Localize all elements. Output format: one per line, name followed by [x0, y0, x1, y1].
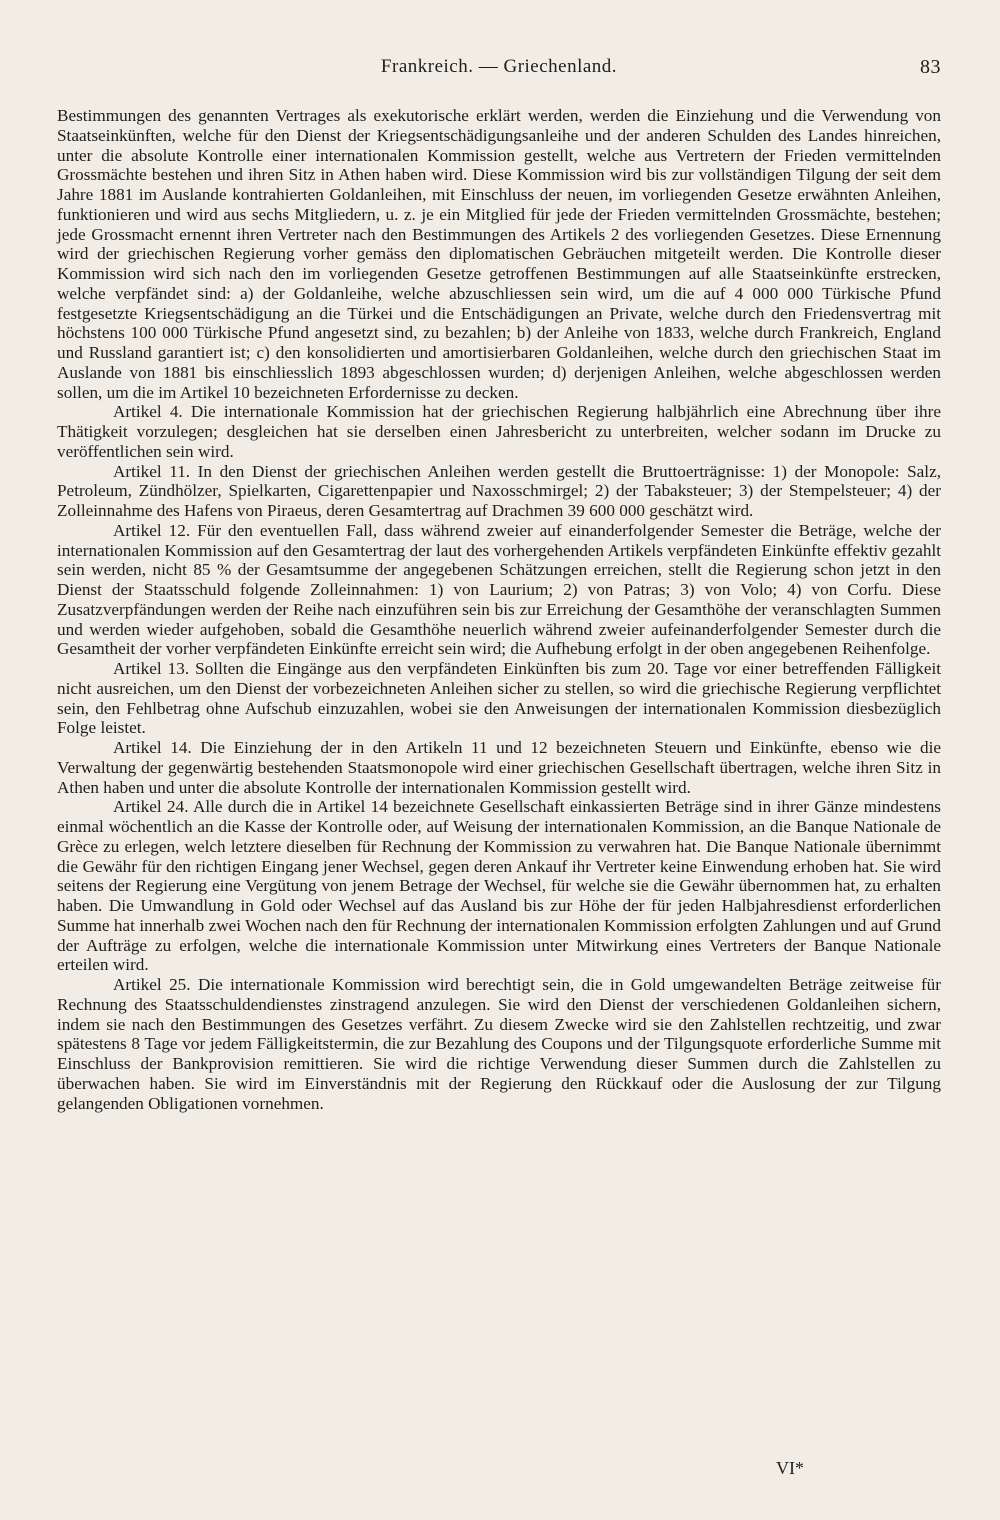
- signature-mark: VI*: [776, 1458, 804, 1478]
- paragraph-continued: Bestimmungen des genannten Vertrages als exekutorische erklärt werden, werden die Einziehung und die Verwendung von Staatseinkünften, welche für den Dienst der Kriegsentschädigungsanleihe und der anderen Schulden des Landes hinreichen, unter die absolute Kontrolle einer internationalen Kommission gestellt, welche aus Vertretern der Frieden vermittelnden Grossmächte bestehen und ihren Sitz in Athen haben wird. Diese Kommission wird bis zur vollständigen Tilgung der seit dem Jahre 1881 im Auslande kontrahierten Goldanleihen, mit Einschluss der neuen, im vorliegenden Gesetze erwähnten Anleihen, funktionieren und wird aus sechs Mitgliedern, u. z. je ein Mitglied für jede der Frieden vermittelnden Grossmächte, bestehen; jede Grossmacht ernennt ihren Vertreter nach den Bestimmungen des Artikels 2 des vorliegenden Gesetzes. Diese Ernennung wird der griechischen Regierung vorher gemäss den diplomatischen Gebräuchen mitgeteilt werden. Die Kontrolle dieser Kommission wird sich nach den im vorliegenden Gesetze getroffenen Bestimmungen auf alle Staatseinkünfte erstrecken, welche verpfändet sind: a) der Goldanleihe, welche abzuschliessen sein wird, um die auf 4 000 000 Türkische Pfund festgesetzte Kriegsentschädigung an die Türkei und die Entschädigungen an Private, welche durch den Friedensvertrag mit höchstens 100 000 Türkische Pfund angesetzt sind, zu bezahlen; b) der Anleihe von 1833, welche durch Frankreich, England und Russland garantiert ist; c) den konsolidierten und amortisierbaren Goldanleihen, welche durch den griechischen Staat im Auslande von 1881 bis einschliesslich 1893 abgeschlossen wurden; d) derjenigen Anleihen, welche abgeschlossen werden sollen, um die im Artikel 10 bezeichneten Erfordernisse zu decken.: [57, 106, 941, 402]
- paragraph-artikel-11: Artikel 11. In den Dienst der griechischen Anleihen werden gestellt die Bruttoerträgnisse: 1) der Monopole: Salz, Petroleum, Zündhölzer, Spielkarten, Cigarettenpapier und Naxosschmirgel; 2) der Tabaksteuer; 3) der Stempelsteuer; 4) der Zolleinnahme des Hafens von Piraeus, deren Gesamtertrag auf Drachmen 39 600 000 geschätzt wird.: [57, 461, 941, 520]
- paragraph-artikel-12: Artikel 12. Für den eventuellen Fall, dass während zweier auf einanderfolgender Semester die Beträge, welche der internationalen Kommission auf den Gesamtertrag der laut des vorhergehenden Artikels verpfändeten Einkünfte effektiv gezahlt sein werden, nicht 85 % der Gesamtsumme der angegebenen Schätzungen erreichen, stellt die Regierung schon jetzt in den Dienst der Staatsschuld folgende Zolleinnahmen: 1) von Laurium; 2) von Patras; 3) von Volo; 4) von Corfu. Diese Zusatzverpfändungen werden der Reihe nach einzuführen sein bis zur Erreichung der Gesamthöhe der veranschlagten Summen und werden wieder aufgehoben, sobald die Gesamthöhe neuerlich während zweier aufeinanderfolgender Semester durch die Gesamtheit der vorher verpfändeten Einkünfte erreicht sein wird; die Aufhebung erfolgt in der oben angegebenen Reihenfolge.: [57, 520, 941, 659]
- running-header: [57, 56, 941, 84]
- running-title: Frankreich. — Griechenland.: [380, 56, 618, 77]
- paragraph-artikel-13: Artikel 13. Sollten die Eingänge aus den verpfändeten Einkünften bis zum 20. Tage vor einer betreffenden Fälligkeit nicht ausreichen, um den Dienst der vorbezeichneten Anleihen sicher zu stellen, so wird die griechische Regierung verpflichtet sein, den Fehlbetrag ohne Aufschub einzuzahlen, wobei sie den Anweisungen der internationalen Kommission diesbezüglich Folge leistet.: [57, 659, 941, 738]
- document-page: [57, 56, 941, 1113]
- paragraph-artikel-25: Artikel 25. Die internationale Kommission wird berechtigt sein, die in Gold umgewandelten Beträge zeitweise für Rechnung des Staatsschuldendienstes zinstragend anzulegen. Sie wird den Dienst der verschiedenen Goldanleihen sichern, indem sie nach den Bestimmungen des Gesetzes verfährt. Zu diesem Zwecke wird sie den Zahlstellen rechtzeitig, und zwar spätestens 8 Tage vor jedem Fälligkeitstermin, die zur Bezahlung des Coupons und der Tilgungsquote erforderliche Summe mit Einschluss der Bankprovision remittieren. Sie wird die richtige Verwendung dieser Summen durch die Zahlstellen zu überwachen haben. Sie wird im Einverständnis mit der Regierung den Rückkauf oder die Auslosung der zur Tilgung gelangenden Obligationen vornehmen.: [57, 975, 941, 1113]
- paragraph-artikel-14: Artikel 14. Die Einziehung der in den Artikeln 11 und 12 bezeichneten Steuern und Einkünfte, ebenso wie die Verwaltung der gegenwärtig bestehenden Staatsmonopole wird einer griechischen Gesellschaft übertragen, welche ihren Sitz in Athen haben und unter die absolute Kontrolle der internationalen Kommission gestellt wird.: [57, 738, 941, 797]
- body-text: [57, 106, 941, 1113]
- paragraph-artikel-4: Artikel 4. Die internationale Kommission hat der griechischen Regierung halbjährlich eine Abrechnung über ihre Thätigkeit vorzulegen; desgleichen hat sie derselben einen Jahresbericht zu unterbreiten, welcher sodann im Drucke zu veröffentlichen sein wird.: [57, 402, 941, 461]
- paragraph-artikel-24: Artikel 24. Alle durch die in Artikel 14 bezeichnete Gesellschaft einkassierten Beträge sind in ihrer Gänze mindestens einmal wöchentlich an die Kasse der Kontrolle oder, auf Weisung der internationalen Kommission, an die Banque Nationale de Grèce zu erlegen, welch letztere dieselben für Rechnung der Kommission zu verwahren hat. Die Banque Nationale übernimmt die Gewähr für den richtigen Eingang jener Wechsel, gegen deren Ankauf ihr Vertreter keine Einwendung erhoben hat. Sie wird seitens der Regierung eine Vergütung von jenem Betrage der Wechsel, für welche sie die Gewähr übernommen hat, zu erhalten haben. Die Umwandlung in Gold oder Wechsel auf das Ausland bis zur Höhe der für jeden Halbjahresdienst erforderlichen Summe hat innerhalb zwei Wochen nach den für Rechnung der internationalen Kommission erfolgten Zahlungen und auf Grund der Aufträge zu erfolgen, welche die internationale Kommission unter Mitwirkung eines Vertreters der Banque Nationale erteilen wird.: [57, 797, 941, 975]
- page-number: 83: [920, 56, 941, 78]
